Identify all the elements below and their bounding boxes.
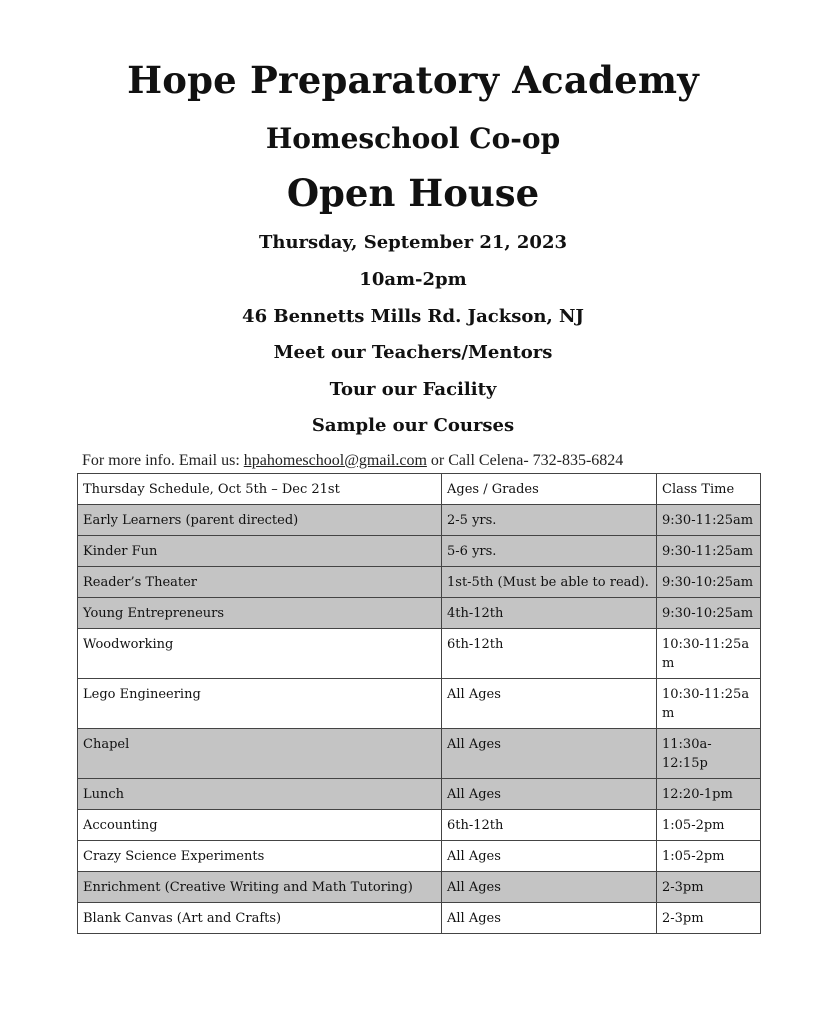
table-row	[78, 629, 761, 679]
feature-meet-teachers: Meet our Teachers/Mentors	[273, 342, 553, 363]
course-time: 2-3pm	[657, 872, 761, 903]
contact-phone: or Call Celena- 732-835-6824	[426, 452, 624, 469]
feature-sample-courses: Sample our Courses	[311, 415, 515, 436]
course-name: Lunch	[78, 779, 442, 810]
schedule-table	[77, 473, 761, 934]
course-name: Reader’s Theater	[78, 567, 442, 598]
course-ages: All Ages	[442, 903, 657, 934]
event-time: 10am-2pm	[359, 269, 467, 290]
course-ages: All Ages	[442, 841, 657, 872]
table-row	[78, 729, 761, 779]
feature-tour-facility: Tour our Facility	[329, 379, 497, 400]
course-name: Enrichment (Creative Writing and Math Tutoring)	[78, 872, 442, 903]
table-row	[78, 536, 761, 567]
header-ages: Ages / Grades	[442, 474, 657, 505]
course-name: Kinder Fun	[78, 536, 442, 567]
event-title: Open House	[286, 171, 540, 215]
contact-line	[82, 452, 623, 470]
course-time: 2-3pm	[657, 903, 761, 934]
course-time: 9:30-10:25am	[657, 598, 761, 629]
event-date: Thursday, September 21, 2023	[258, 232, 568, 253]
header-schedule: Thursday Schedule, Oct 5th – Dec 21st	[78, 474, 442, 505]
course-ages: All Ages	[442, 872, 657, 903]
page-title: Hope Preparatory Academy	[127, 58, 699, 102]
course-time: 1:05-2pm	[657, 810, 761, 841]
course-name: Lego Engineering	[78, 679, 442, 729]
table-row	[78, 679, 761, 729]
course-ages: 5-6 yrs.	[442, 536, 657, 567]
course-time: 9:30-11:25am	[657, 536, 761, 567]
table-header-row	[78, 474, 761, 505]
table-row	[78, 872, 761, 903]
table-row	[78, 779, 761, 810]
course-time: 9:30-11:25am	[657, 505, 761, 536]
course-time: 10:30-11:25am	[657, 679, 761, 729]
course-ages: 1st-5th (Must be able to read).	[442, 567, 657, 598]
course-name: Woodworking	[78, 629, 442, 679]
course-time: 11:30a-12:15p	[657, 729, 761, 779]
course-name: Young Entrepreneurs	[78, 598, 442, 629]
course-time: 1:05-2pm	[657, 841, 761, 872]
course-ages: All Ages	[442, 729, 657, 779]
table-row	[78, 567, 761, 598]
course-name: Blank Canvas (Art and Crafts)	[78, 903, 442, 934]
table-row	[78, 505, 761, 536]
course-name: Early Learners (parent directed)	[78, 505, 442, 536]
course-ages: 2-5 yrs.	[442, 505, 657, 536]
course-name: Crazy Science Experiments	[78, 841, 442, 872]
table-row	[78, 810, 761, 841]
course-time: 12:20-1pm	[657, 779, 761, 810]
course-name: Chapel	[78, 729, 442, 779]
subtitle: Homeschool Co-op	[265, 122, 561, 155]
course-ages: All Ages	[442, 679, 657, 729]
course-time: 9:30-10:25am	[657, 567, 761, 598]
header-time: Class Time	[657, 474, 761, 505]
email-link[interactable]: hpahomeschool@gmail.com	[243, 452, 427, 469]
course-ages: All Ages	[442, 779, 657, 810]
contact-prefix: For more info. Email us:	[82, 452, 244, 469]
table-row	[78, 598, 761, 629]
course-ages: 6th-12th	[442, 810, 657, 841]
table-row	[78, 841, 761, 872]
course-name: Accounting	[78, 810, 442, 841]
event-address: 46 Bennetts Mills Rd. Jackson, NJ	[242, 306, 584, 327]
course-time: 10:30-11:25am	[657, 629, 761, 679]
table-row	[78, 903, 761, 934]
course-ages: 6th-12th	[442, 629, 657, 679]
course-ages: 4th-12th	[442, 598, 657, 629]
